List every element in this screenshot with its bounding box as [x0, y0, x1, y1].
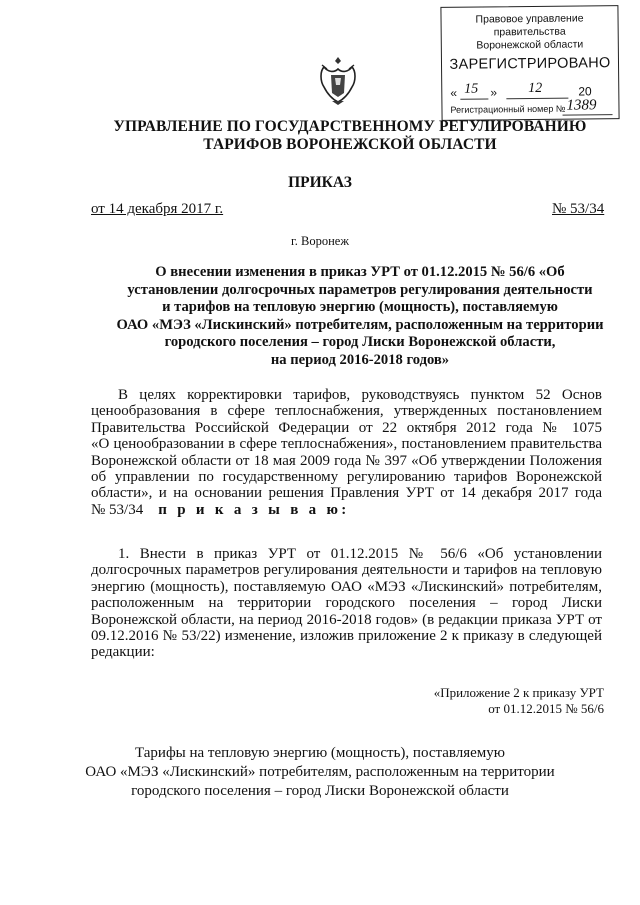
preamble-line: Правительства Российской Федерации от 22 октября 2012 года № 1075	[91, 419, 602, 436]
stamp-date-month: 12	[528, 80, 543, 97]
subject-line: ОАО «МЭЗ «Лискинский» потребителям, расположенным на территории	[116, 316, 604, 333]
subject-line: городского поселения – город Лиски Воронежской области,	[164, 334, 556, 350]
preamble-line: «О ценообразовании в сфере теплоснабжения», постановлением правительства	[91, 436, 602, 453]
order-date: от 14 декабря 2017 г.	[91, 201, 224, 217]
stamp-date: « 15 » 12 20	[450, 80, 592, 100]
registration-stamp	[440, 5, 619, 121]
item1-line: Воронежской области, на период 2016-2018 годов» (в редакции приказа УРТ от	[91, 611, 602, 628]
stamp-reg-number: 1389	[566, 97, 597, 114]
tariff-title-line: Тарифы на тепловую энергию (мощность), поставляемую	[134, 745, 506, 761]
order-number: № 53/34	[552, 201, 605, 217]
city: г. Воронеж	[291, 234, 349, 248]
stamp-org-line1: Правовое управление правительства	[475, 12, 584, 39]
preamble-last-line	[91, 502, 350, 518]
subject-line: и тарифов на тепловую энергию (мощность), поставляемую	[162, 299, 558, 315]
annex-ref-line2: от 01.12.2015 № 56/6	[488, 701, 604, 716]
stamp-organization	[441, 12, 617, 53]
preamble-line: В целях корректировки тарифов, руководствуясь пунктом 52 Основ	[118, 387, 602, 403]
subject-line: установлении долгосрочных параметров регулирования деятельности	[127, 281, 593, 298]
item1-line: энергию (мощность), поставляемую ОАО «МЭЗ «Лискинский» потребителям,	[91, 578, 602, 595]
agency-title-line1: УПРАВЛЕНИЕ ПО ГОСУДАРСТВЕННОМУ РЕГУЛИРОВАНИЮ	[113, 118, 587, 135]
preamble-line: ценообразования в сфере теплоснабжения, утвержденных постановлением	[91, 403, 602, 420]
stamp-date-year: 20	[578, 84, 592, 99]
item1-line: 09.12.2016 № 53/22) изменение, изложив приложение 2 к приказу в следующей	[91, 628, 602, 644]
preamble-line: области», и на основании решения Правления УРТ от 14 декабря 2017 года	[91, 485, 602, 502]
stamp-date-day: 15	[464, 81, 479, 97]
stamp-org-line2: Воронежской области	[476, 38, 584, 52]
document-type: ПРИКАЗ	[288, 174, 352, 191]
order-command: п р и к а з ы в а ю:	[158, 501, 350, 518]
item1-line: 1. Внести в приказ УРТ от 01.12.2015 № 56/6 «Об установлении	[118, 546, 602, 562]
decision-number: № 53/34	[91, 501, 144, 518]
item1-line: расположенным на территории городского поселения – город Лиски	[91, 595, 602, 612]
subject-line: на период 2016-2018 годов»	[270, 351, 450, 368]
tariff-title-line: городского поселения – город Лиски Воронежской области	[131, 783, 509, 799]
preamble-line: Воронежской области от 18 мая 2009 года № 397 «Об утверждении Положения	[91, 452, 602, 469]
annex-ref-line1: «Приложение 2 к приказу УРТ	[433, 685, 604, 700]
item1-last-line: редакции:	[91, 644, 155, 661]
stamp-reg-label: Регистрационный номер №	[450, 103, 566, 115]
tariff-title-line: ОАО «МЭЗ «Лискинский» потребителям, расположенным на территории	[85, 764, 555, 780]
stamp-registration-number	[450, 97, 615, 115]
agency-title-line2: ТАРИФОВ ВОРОНЕЖСКОЙ ОБЛАСТИ	[203, 136, 497, 153]
subject-line: О внесении изменения в приказ УРТ от 01.12.2015 № 56/6 «Об	[155, 264, 565, 280]
preamble-line: об управлении по государственному регулированию тарифов Воронежской	[91, 469, 602, 485]
item1-line: долгосрочных параметров регулирования деятельности и тарифов на тепловую	[91, 562, 602, 579]
stamp-registered-label: ЗАРЕГИСТРИРОВАНО	[449, 55, 611, 73]
coat-of-arms-icon	[318, 55, 358, 107]
